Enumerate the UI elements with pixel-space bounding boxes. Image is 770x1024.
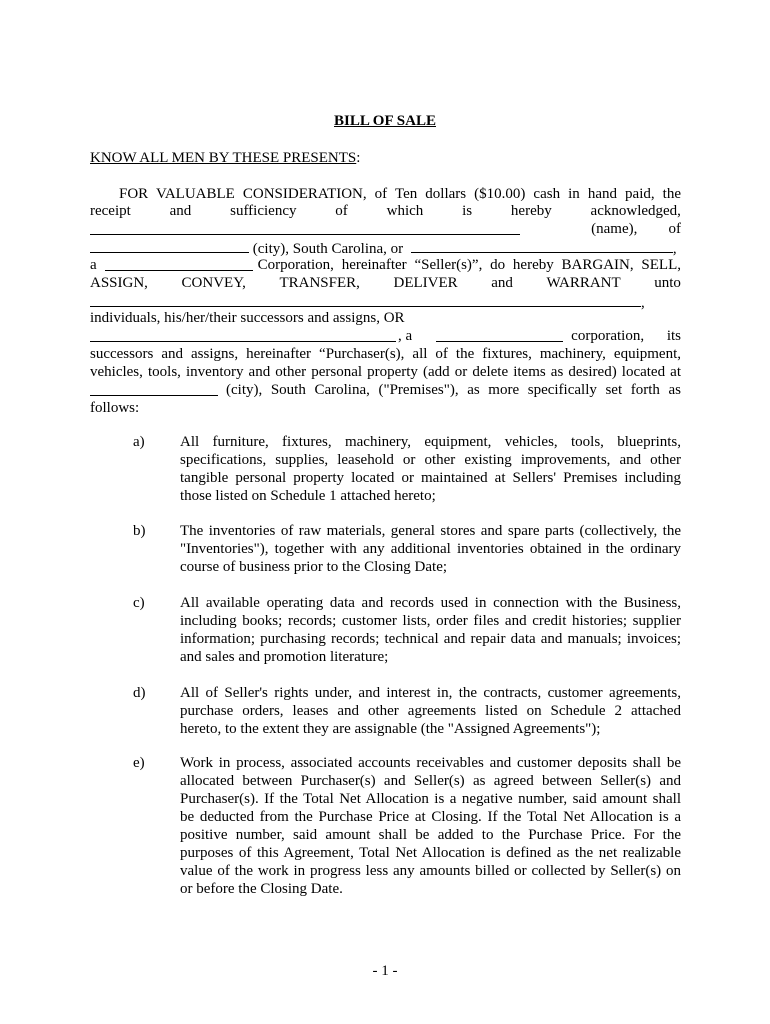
- item-text-line: including books; records; customer lists, order files and credit histories; supplier: [180, 613, 681, 629]
- corporation-its-label: corporation, its: [571, 328, 681, 344]
- name-label: (name),: [591, 221, 638, 237]
- item-label: e): [133, 755, 145, 771]
- intro-line-13: follows:: [90, 400, 140, 416]
- item-text-line: or before the Closing Date.: [180, 881, 343, 897]
- item-text: [180, 433, 681, 505]
- word: acknowledged,: [590, 203, 681, 219]
- individuals-clause: individuals, his/her/their successors and assigns, OR: [90, 310, 405, 326]
- word: ASSIGN,: [90, 275, 148, 291]
- item-label: c): [133, 595, 145, 611]
- item-text-line: tangible personal property located or maintained at Sellers' Premises including: [180, 470, 681, 486]
- item-text-line: hereto, to the extent they are assignable (the "Assigned Agreements");: [180, 721, 601, 737]
- item-text-line: course of business prior to the Closing Date;: [180, 559, 448, 575]
- intro-line-11: vehicles, tools, inventory and other personal property (add or delete items as desired) located at: [90, 364, 681, 380]
- intro-line-8: [90, 309, 681, 327]
- item-label: b): [133, 523, 146, 539]
- item-text-line: and sales and promotion literature;: [180, 649, 389, 665]
- word: CONVEY,: [181, 275, 246, 291]
- comma: ,: [672, 241, 677, 257]
- item-text-line: The inventories of raw materials, general stores and spare parts (collectively, the: [180, 523, 681, 539]
- blank-seller-city[interactable]: [90, 238, 249, 253]
- item-text-line: those listed on Schedule 1 attached hereto;: [180, 488, 436, 504]
- item-label: a): [133, 434, 145, 450]
- item-text: [180, 594, 681, 666]
- item-text: [180, 684, 681, 738]
- item-text-line: All of Seller's rights under, and interest in, the contracts, customer agreements,: [180, 685, 681, 701]
- city-sc-label: (city), South Carolina, or: [252, 241, 404, 257]
- word: of: [335, 203, 348, 219]
- item-text-line: All furniture, fixtures, machinery, equipment, vehicles, tools, blueprints,: [180, 434, 681, 450]
- opening-heading: [90, 149, 360, 167]
- intro-line-5: [90, 256, 681, 274]
- word: which: [386, 203, 424, 219]
- intro-line-9: [90, 327, 681, 345]
- item-text-line: purchase orders, leases and other agreements listed on Schedule 2 attached: [180, 703, 681, 719]
- item-text: [180, 754, 681, 898]
- item-text-line: value of the work in progress less any amounts billed or collected by Seller(s) on: [180, 863, 681, 879]
- word: unto: [654, 275, 681, 291]
- word: is: [462, 203, 473, 219]
- word: and: [491, 275, 513, 291]
- a-label: , a: [398, 328, 413, 344]
- a-label: a: [90, 257, 97, 273]
- intro-line-1-text: FOR VALUABLE CONSIDERATION, of Ten dollars ($10.00) cash in hand paid, the: [119, 186, 681, 202]
- blank-corp-state[interactable]: [105, 256, 253, 271]
- intro-line-1: [90, 185, 681, 203]
- blank-premises-city[interactable]: [90, 381, 218, 396]
- blank-purchaser-name[interactable]: [90, 327, 396, 342]
- blank-purchaser-corp-state[interactable]: [436, 327, 563, 342]
- item-text-line: Work in process, associated accounts receivables and customer deposits shall be: [180, 755, 681, 771]
- word: TRANSFER,: [279, 275, 360, 291]
- of-label: of: [668, 221, 681, 237]
- opening-heading-colon: :: [356, 150, 361, 166]
- word: sufficiency: [230, 203, 297, 219]
- comma: ,: [641, 295, 645, 311]
- intro-line-10: successors and assigns, hereinafter “Purchaser(s), all of the fixtures, machinery, equipment,: [90, 346, 681, 362]
- item-text-line: All available operating data and records used in connection with the Business,: [180, 595, 681, 611]
- item-text-line: information; purchasing records; technical and repair data and manuals; invoices;: [180, 631, 681, 647]
- item-label: d): [133, 685, 146, 701]
- item-text-line: positive number, said amount shall be added to the Purchase Price. For the: [180, 827, 681, 843]
- item-text-line: purposes of this Agreement, Total Net Allocation is defined as the net realizable: [180, 845, 681, 861]
- intro-line-2: [90, 202, 681, 220]
- document-title: BILL OF SALE: [334, 113, 436, 129]
- item-text-line: be deducted from the Purchase Price at Closing. If the Total Net Allocation is a: [180, 809, 681, 825]
- item-text-line: allocated between Purchaser(s) and Seller(s) as agreed between Seller(s) and: [180, 773, 681, 789]
- intro-line-12: [90, 381, 681, 399]
- intro-line-3: [90, 220, 681, 238]
- intro-line-6: [90, 274, 681, 292]
- blank-purchaser-individuals[interactable]: [90, 292, 641, 307]
- word: and: [169, 203, 192, 219]
- seller-clause: Corporation, hereinafter “Seller(s)”, do hereby BARGAIN, SELL,: [257, 257, 681, 273]
- opening-heading-text: KNOW ALL MEN BY THESE PRESENTS: [90, 150, 357, 166]
- item-text-line: Purchaser(s). If the Total Net Allocation is a negative number, said amount shall: [180, 791, 681, 807]
- intro-line-4: [90, 238, 681, 258]
- blank-seller-corp-name[interactable]: [411, 238, 673, 253]
- word: DELIVER: [393, 275, 458, 291]
- word: WARRANT: [546, 275, 621, 291]
- item-text-line: "Inventories"), together with any additional inventories obtained in the ordinary: [180, 541, 681, 557]
- item-text-line: specifications, supplies, leasehold or other existing improvements, and other: [180, 452, 681, 468]
- word: receipt: [90, 203, 131, 219]
- page-number: - 1 -: [372, 963, 398, 979]
- word: hereby: [510, 203, 552, 219]
- premises-clause: (city), South Carolina, ("Premises"), as more specifically set forth as: [226, 382, 681, 398]
- blank-seller-name[interactable]: [90, 220, 520, 235]
- item-text: [180, 522, 681, 576]
